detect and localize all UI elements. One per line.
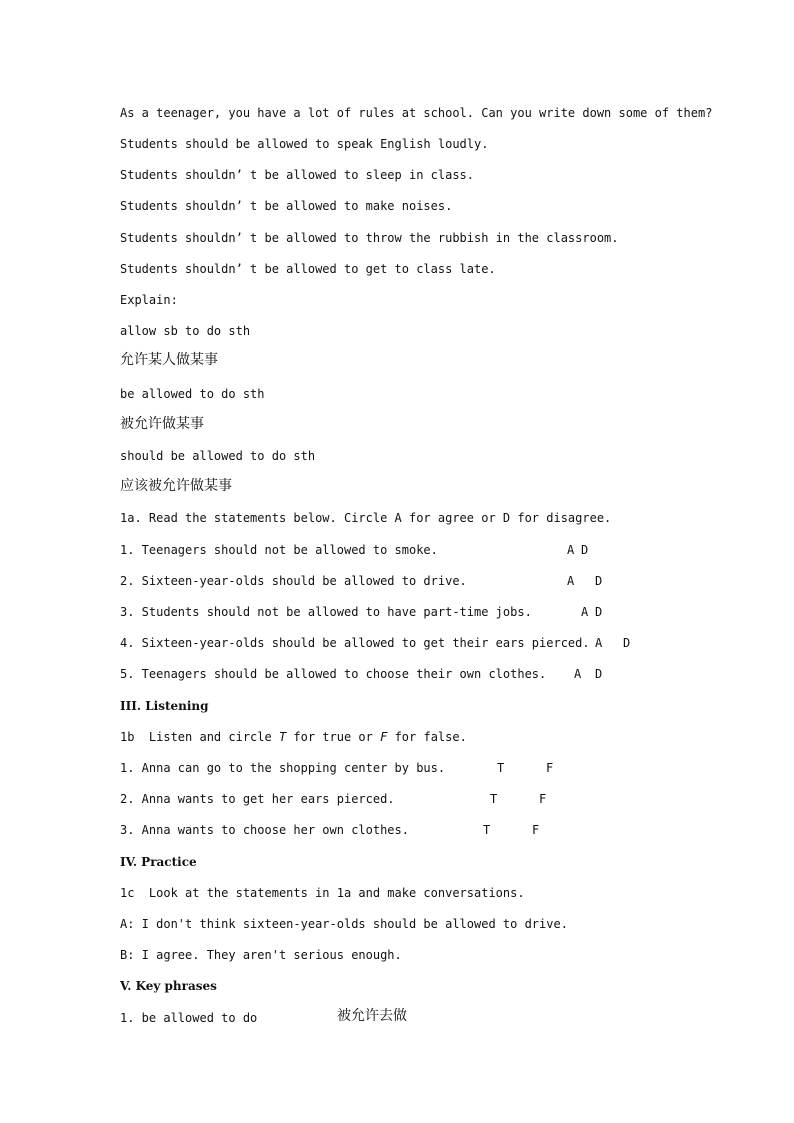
explain-phrase: be allowed to do sth [120,387,265,401]
rule-item: Students shouldn’ t be allowed to make noises. [120,199,453,213]
listening-heading: III. Listening [120,699,209,713]
disagree-option[interactable]: D [595,667,603,681]
section-1a-instruction: 1a. Read the statements below. Circle A for agree or D for disagree. [120,511,612,525]
statement-text: 5. Teenagers should be allowed to choose their own clothes. [120,667,547,681]
practice-heading: IV. Practice [120,855,197,869]
explain-translation: 应该被允许做某事 [120,478,232,494]
rule-item: Students shouldn’ t be allowed to sleep in class. [120,168,475,182]
practice-instruction: 1c Look at the statements in 1a and make conversations. [120,886,525,900]
true-option[interactable]: T [497,761,505,775]
listening-item: 3. Anna wants to choose her own clothes. [120,823,409,837]
agree-option[interactable]: A [567,543,575,557]
key-phrase-translation: 被允许去做 [337,1008,407,1024]
rule-item: Students shouldn’ t be allowed to throw the rubbish in the classroom. [120,231,619,245]
dialog-line: A: I don't think sixteen-year-olds should be allowed to drive. [120,917,568,931]
intro-text: As a teenager, you have a lot of rules at school. Can you write down some of them? [120,106,713,120]
true-option[interactable]: T [483,823,491,837]
key-phrases-heading: V. Key phrases [120,979,217,993]
true-letter: T [278,730,287,744]
disagree-option[interactable]: D [595,574,603,588]
true-option[interactable]: T [490,792,498,806]
statement-text: 1. Teenagers should not be allowed to smoke. [120,543,438,557]
disagree-option[interactable]: D [623,636,631,650]
rule-item: Students should be allowed to speak English loudly. [120,137,489,151]
false-letter: F [380,730,388,744]
listening-instruction: 1b Listen and circle T for true or F for false. [120,730,467,744]
agree-option[interactable]: A [595,636,603,650]
key-phrase: 1. be allowed to do [120,1011,258,1025]
statement-text: 4. Sixteen-year-olds should be allowed to get their ears pierced. [120,636,590,650]
false-option[interactable]: F [546,761,554,775]
explain-phrase: allow sb to do sth [120,324,251,338]
agree-option[interactable]: A [574,667,582,681]
disagree-option[interactable]: D [581,543,589,557]
false-option[interactable]: F [539,792,547,806]
agree-option[interactable]: A [581,605,589,619]
explain-translation: 允许某人做某事 [120,352,218,368]
agree-option[interactable]: A [567,574,575,588]
rule-item: Students shouldn’ t be allowed to get to class late. [120,262,496,276]
explain-phrase: should be allowed to do sth [120,449,316,463]
explain-heading: Explain: [120,293,178,307]
false-option[interactable]: F [532,823,540,837]
dialog-line: B: I agree. They aren't serious enough. [120,948,402,962]
statement-text: 2. Sixteen-year-olds should be allowed to drive. [120,574,467,588]
statement-text: 3. Students should not be allowed to have part-time jobs. [120,605,532,619]
disagree-option[interactable]: D [595,605,603,619]
listening-item: 1. Anna can go to the shopping center by bus. [120,761,446,775]
explain-translation: 被允许做某事 [120,416,204,432]
listening-item: 2. Anna wants to get her ears pierced. [120,792,395,806]
